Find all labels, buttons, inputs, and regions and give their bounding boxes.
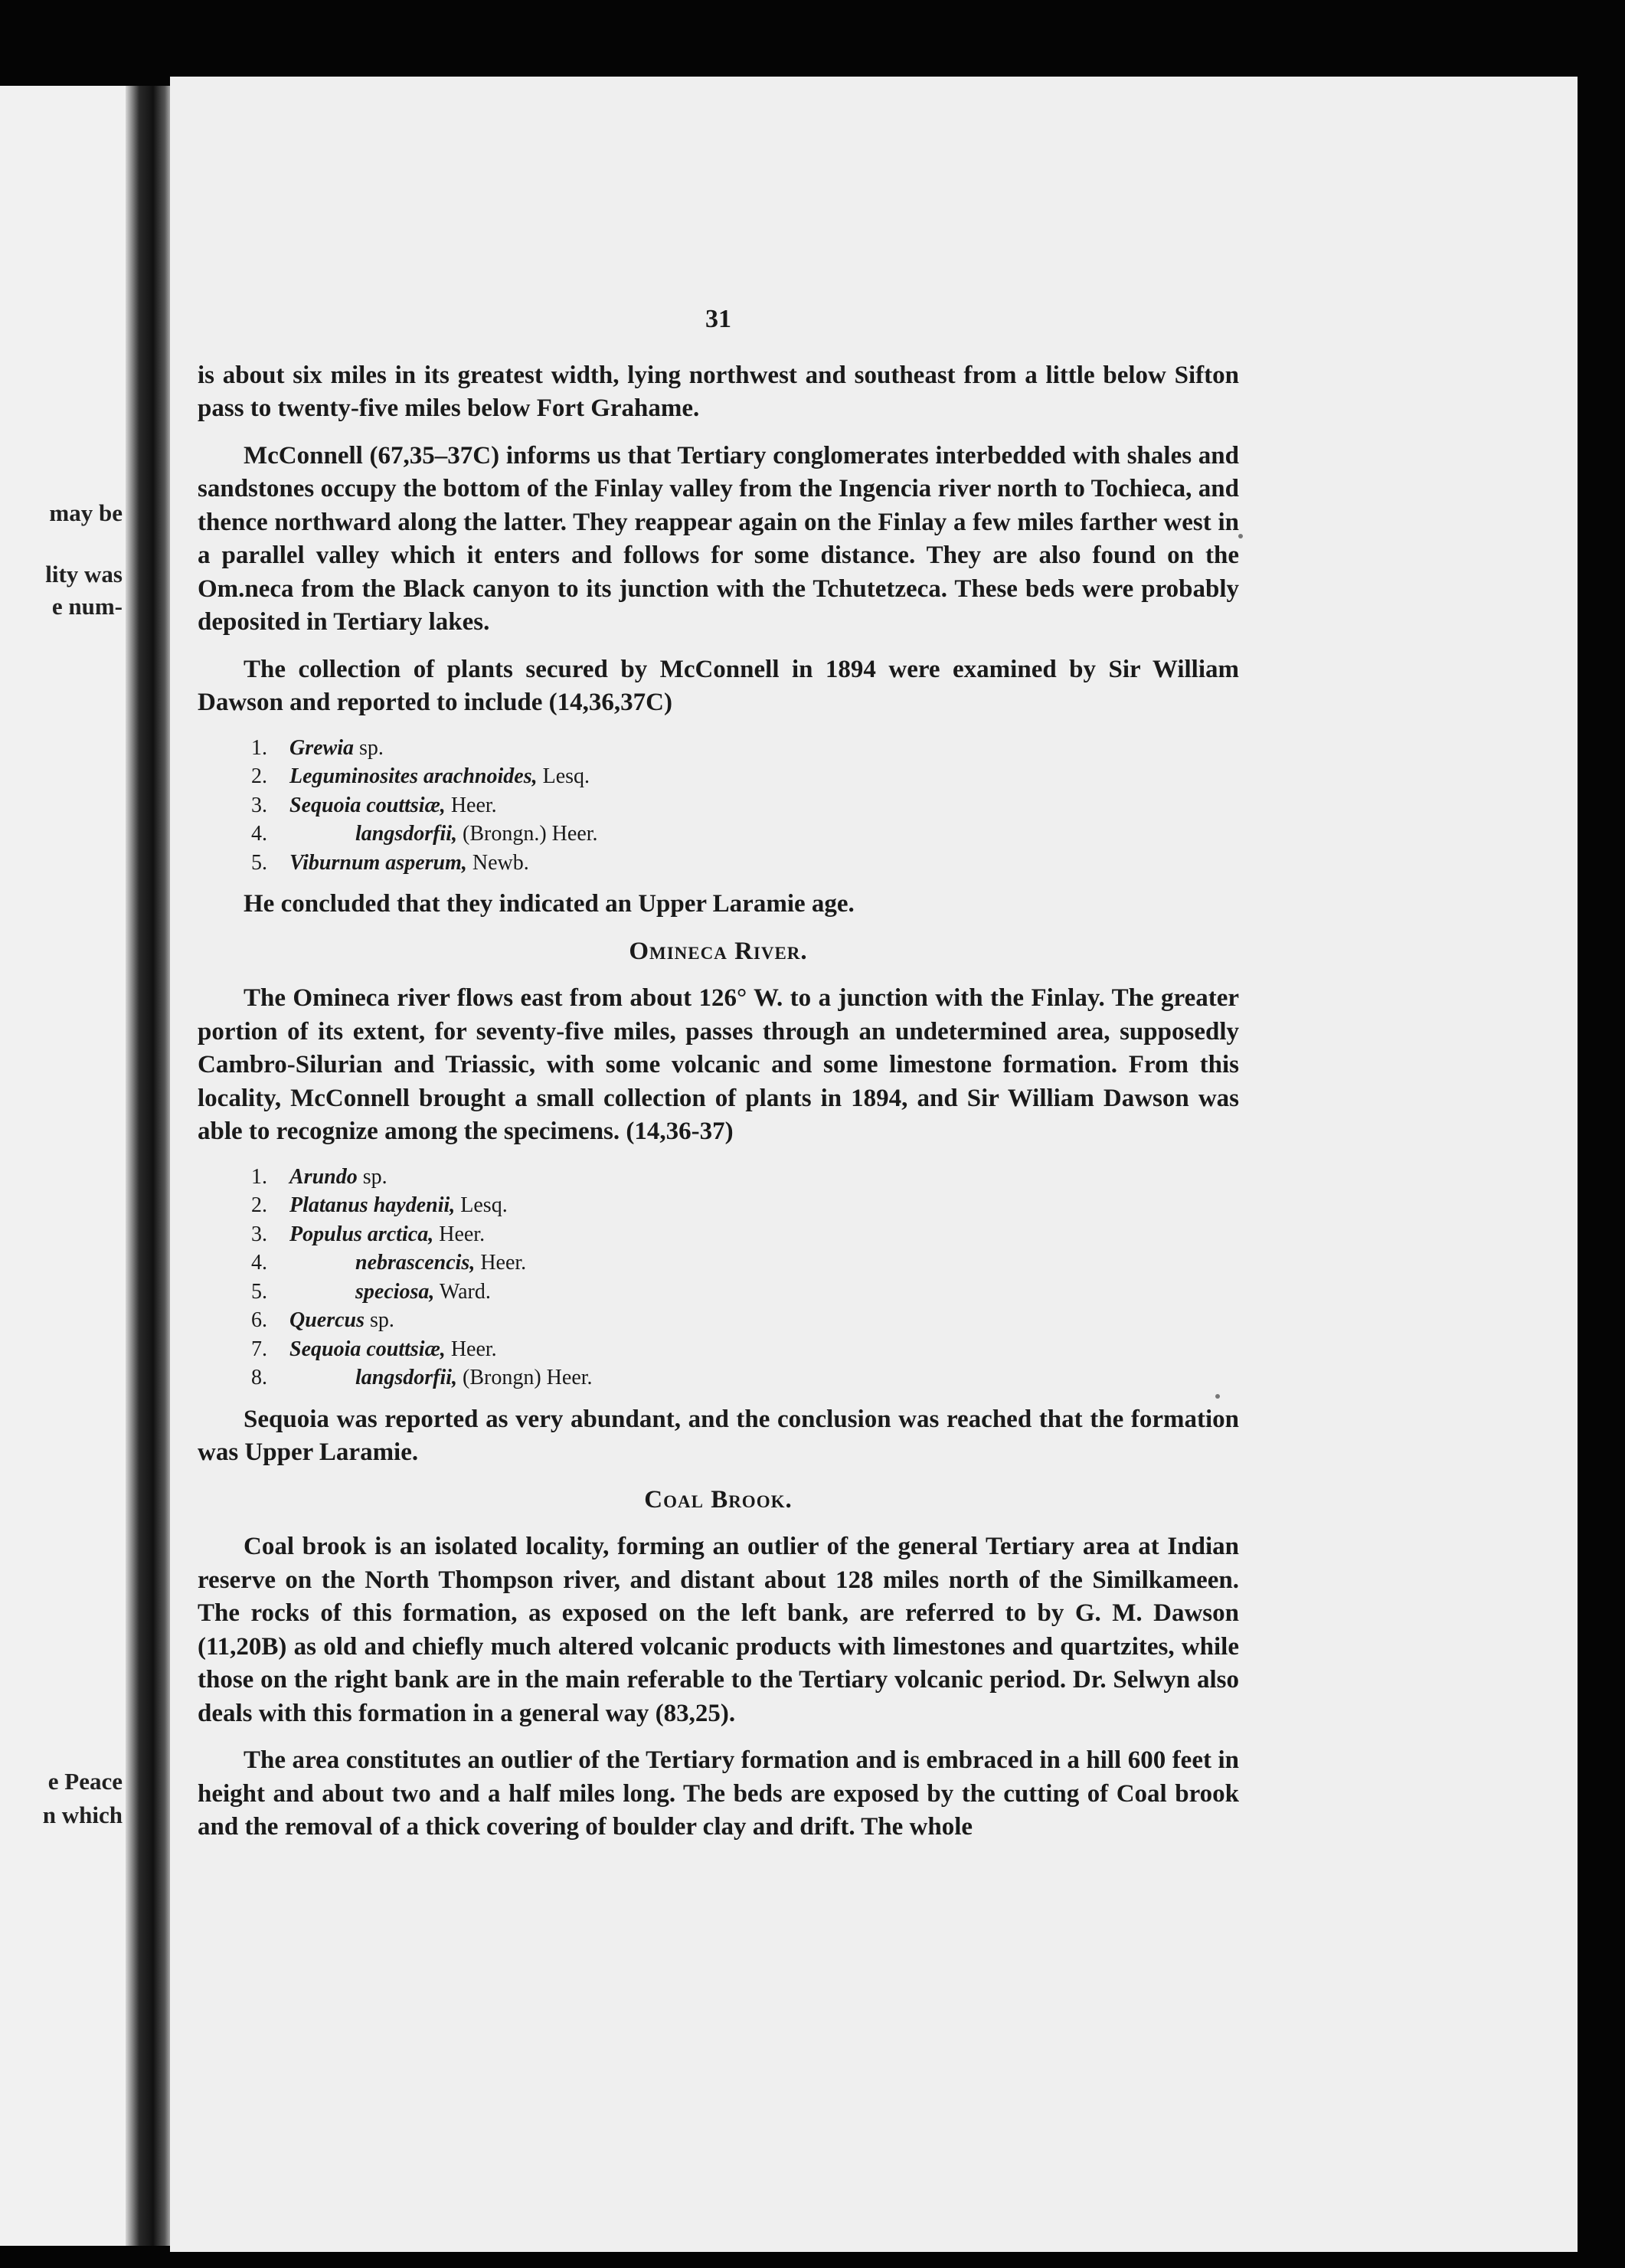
left-page-fragment: n which: [42, 1802, 123, 1828]
list-item: 6. Quercus sp.: [251, 1308, 394, 1332]
section-heading: Coal Brook.: [644, 1485, 793, 1514]
paragraph: McConnell (67,35–37C) informs us that Tertiary conglomerates interbedded with shales and sandstones occupy the bottom of the Finlay valley from the Ingencia river north to Tochieca, and thence northward along the latter. They reappear again on the Finlay a few miles farther west in a parallel valley which it enters and follows for some distance. They are also found on the Om.neca from the Black canyon to its junction with the Tchutetzeca. These beds were probably deposited in Tertiary lakes.: [198, 441, 1239, 636]
list-item: 8. langsdorfii, (Brongn) Heer.: [251, 1366, 593, 1389]
paragraph: Coal brook is an isolated locality, forming an outlier of the general Tertiary area at Indian reserve on the North Thompson river, and distant about 128 miles north of the Similkameen. The rocks of this formation, as exposed on the left bank, are referred to by G. M. Dawson (11,20B) as old and chiefly much altered volcanic products with limestones and quartzites, while those on the right bank are in the main referable to the Tertiary volcanic period. Dr. Selwyn also deals with this formation in a general way (83,25).: [198, 1533, 1239, 1727]
section-heading: Omineca River.: [629, 937, 808, 965]
list-item: 5. Viburnum asperum, Newb.: [251, 850, 529, 875]
left-page-edge: [0, 86, 132, 2246]
left-page-fragment: e num-: [51, 593, 123, 620]
plant-list: [251, 734, 1239, 878]
plant-list: [251, 1163, 1239, 1393]
list-item: 2. Leguminosites arachnoides, Lesq.: [251, 764, 590, 788]
page-number: 31: [705, 305, 731, 333]
list-item: 1. Arundo sp.: [251, 1164, 387, 1189]
left-page-fragment: e Peace: [47, 1768, 123, 1795]
left-page-fragment: may be: [49, 499, 123, 526]
list-item: 4. nebrascencis, Heer.: [251, 1251, 527, 1275]
list-item: 3. Sequoia couttsiæ, Heer.: [251, 793, 497, 817]
list-item: 5. speciosa, Ward.: [251, 1279, 491, 1304]
list-item: 3. Populus arctica, Heer.: [251, 1222, 486, 1246]
left-page-fragment: lity was: [45, 561, 123, 587]
paragraph: is about six miles in its greatest width, lying northwest and southeast from a little below Sifton pass to twenty-five miles below Fort Grahame.: [198, 361, 1239, 422]
list-item: 4. langsdorfii, (Brongn.) Heer.: [251, 822, 598, 846]
paragraph: The collection of plants secured by McConnell in 1894 were examined by Sir William Dawson and reported to include (14,36,37C): [198, 655, 1239, 716]
page-content: [198, 303, 1239, 1858]
paragraph: He concluded that they indicated an Upper Laramie age.: [244, 890, 855, 918]
paragraph: The Omineca river flows east from about 126° W. to a junction with the Finlay. The greater portion of its extent, for seventy-five miles, passes through an undetermined area, supposedly Cambro-Silurian and Triassic, with some volcanic and some limestone formation. From this locality, McConnell brought a small collection of plants in 1894, and Sir William Dawson was able to recognize among the specimens. (14,36-37): [198, 984, 1239, 1145]
paragraph: The area constitutes an outlier of the Tertiary formation and is embraced in a hill 600 feet in height and about two and a half miles long. The beds are exposed by the cutting of Coal brook and the removal of a thick covering of boulder clay and drift. The whole: [198, 1746, 1239, 1841]
list-item: 7. Sequoia couttsiæ, Heer.: [251, 1337, 497, 1361]
right-page: [170, 77, 1578, 2252]
list-item: 2. Platanus haydenii, Lesq.: [251, 1193, 508, 1217]
book-gutter: [126, 86, 172, 2246]
list-item: 1. Grewia sp.: [251, 735, 384, 760]
paragraph: Sequoia was reported as very abundant, and the conclusion was reached that the formation was Upper Laramie.: [198, 1405, 1239, 1466]
